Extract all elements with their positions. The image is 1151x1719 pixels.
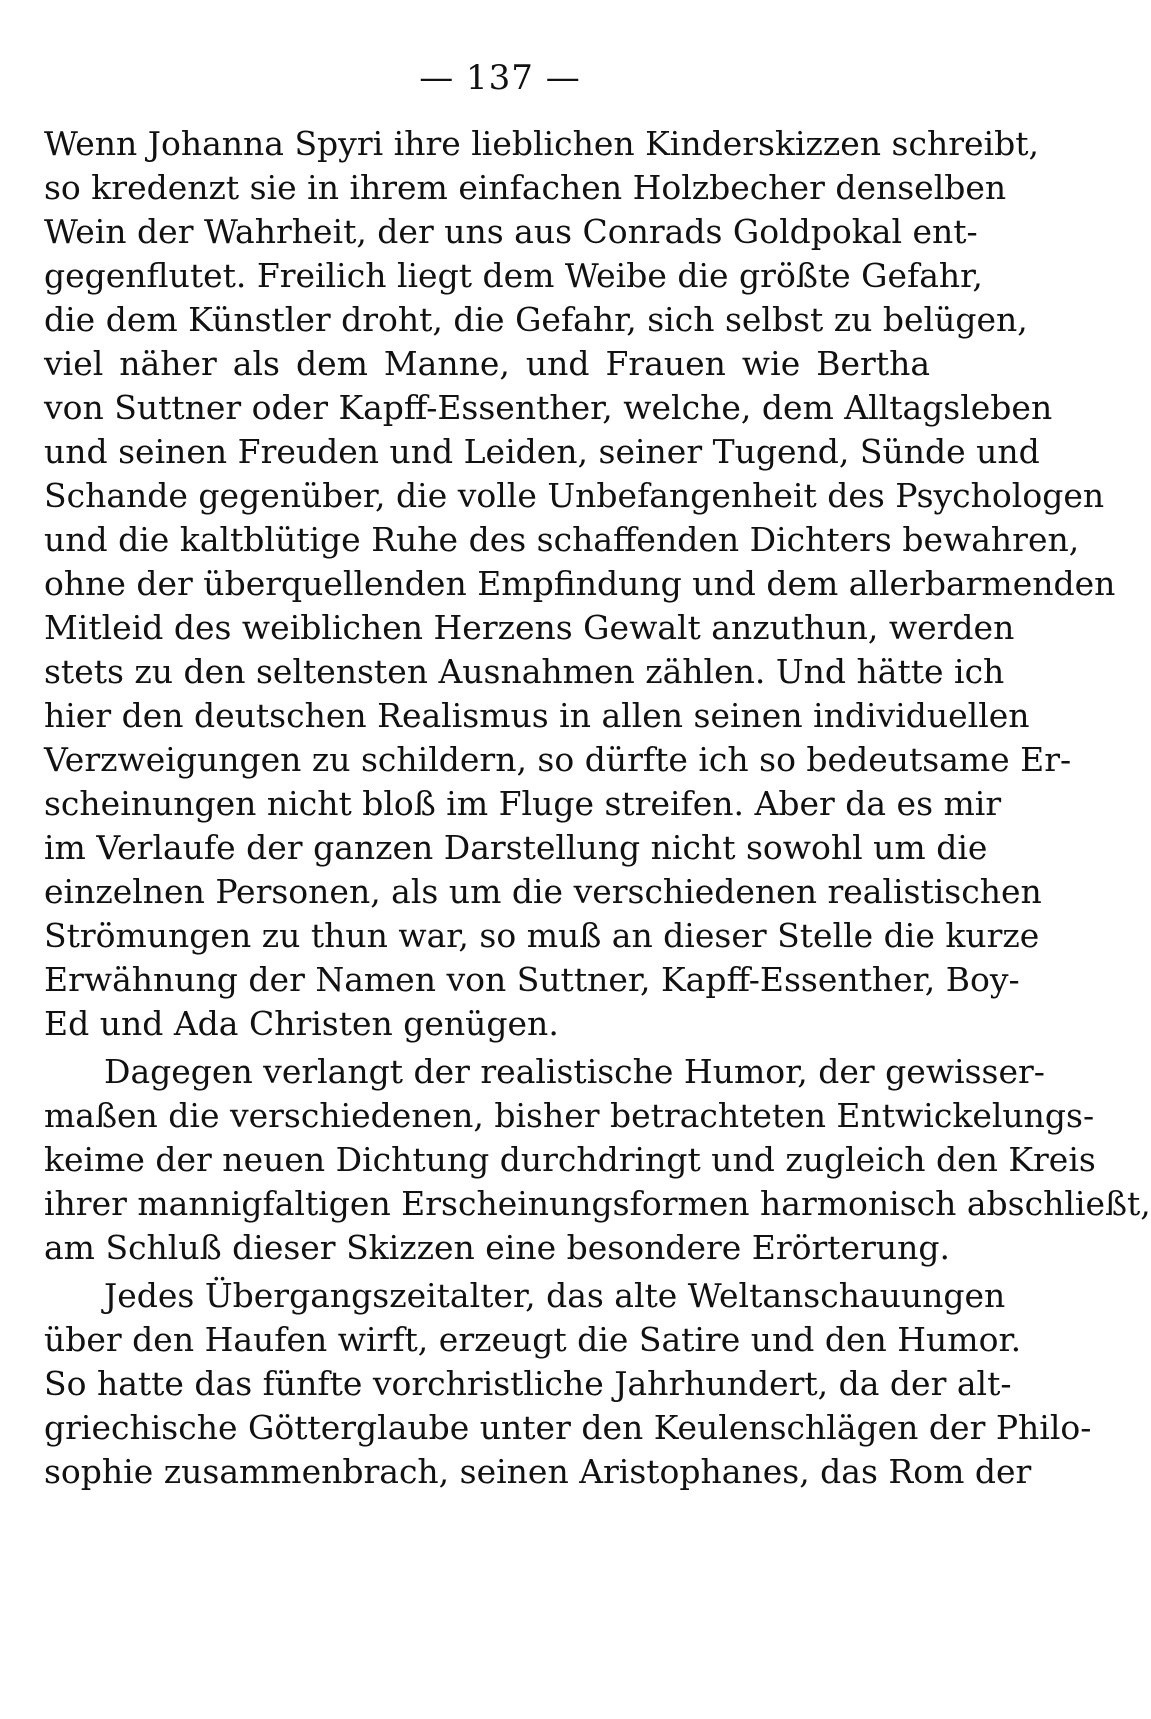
text-line: Erwähnung der Namen von Suttner, Kapff-Essenther, Boy- — [44, 960, 1020, 999]
text-line: gegenflutet. Freilich liegt dem Weibe die größte Gefahr, — [44, 256, 983, 295]
text-line: am Schluß dieser Skizzen eine besondere Erörterung. — [44, 1228, 950, 1267]
text-line: sophie zusammenbrach, seinen Aristophanes, das Rom der — [44, 1452, 1032, 1491]
text-line: hier den deutschen Realismus in allen seinen individuellen — [44, 696, 1030, 735]
text-line: keime der neuen Dichtung durchdringt und zugleich den Kreis — [44, 1140, 1096, 1179]
text-line: Schande gegenüber, die volle Unbefangenheit des Psychologen — [44, 476, 1105, 515]
text-line: maßen die verschiedenen, bisher betrachteten Entwickelungs- — [44, 1096, 1095, 1135]
text-line: stets zu den seltensten Ausnahmen zählen. Und hätte ich — [44, 652, 1005, 691]
text-line: Dagegen verlangt der realistische Humor, der gewisser- — [104, 1052, 1045, 1091]
text-line: Verzweigungen zu schildern, so dürfte ich so bedeutsame Er- — [44, 740, 1072, 779]
text-line: Jedes Übergangszeitalter, das alte Weltanschauungen — [104, 1276, 1006, 1315]
text-line: Ed und Ada Christen genügen. — [44, 1004, 559, 1043]
text-line: So hatte das fünfte vorchristliche Jahrhundert, da der alt- — [44, 1364, 1012, 1403]
text-line: viel näher als dem Manne, und Frauen wie Bertha — [44, 344, 930, 383]
text-line: Wein der Wahrheit, der uns aus Conrads Goldpokal ent- — [44, 212, 978, 251]
text-line: von Suttner oder Kapff-Essenther, welche, dem Alltagsleben — [44, 388, 1053, 427]
text-line: ohne der überquellenden Empfindung und dem allerbarmenden — [44, 564, 1116, 603]
text-line: und die kaltblütige Ruhe des schaffenden Dichters bewahren, — [44, 520, 1080, 559]
text-line: und seinen Freuden und Leiden, seiner Tugend, Sünde und — [44, 432, 1040, 471]
text-line: ihrer mannigfaltigen Erscheinungsformen harmonisch abschließt, — [44, 1184, 1151, 1223]
text-line: Mitleid des weiblichen Herzens Gewalt anzuthun, werden — [44, 608, 1015, 647]
text-line: die dem Künstler droht, die Gefahr, sich selbst zu belügen, — [44, 300, 1028, 339]
text-line: so kredenzt sie in ihrem einfachen Holzbecher denselben — [44, 168, 1007, 207]
text-line: im Verlaufe der ganzen Darstellung nicht sowohl um die — [44, 828, 988, 867]
text-line: scheinungen nicht bloß im Fluge streifen. Aber da es mir — [44, 784, 1002, 823]
body-text — [44, 122, 1151, 1494]
paragraph — [44, 1050, 1151, 1270]
text-line: Strömungen zu thun war, so muß an dieser Stelle die kurze — [44, 916, 1040, 955]
text-line: Wenn Johanna Spyri ihre lieblichen Kinderskizzen schreibt, — [44, 124, 1039, 163]
paragraph — [44, 1274, 1092, 1494]
text-line: über den Haufen wirft, erzeugt die Satire und den Humor. — [44, 1320, 1022, 1359]
text-line: einzelnen Personen, als um die verschiedenen realistischen — [44, 872, 1042, 911]
text-line: griechische Götterglaube unter den Keulenschlägen der Philo- — [44, 1408, 1092, 1447]
paragraph — [44, 122, 1116, 1046]
page-number: — 137 — — [419, 58, 581, 98]
